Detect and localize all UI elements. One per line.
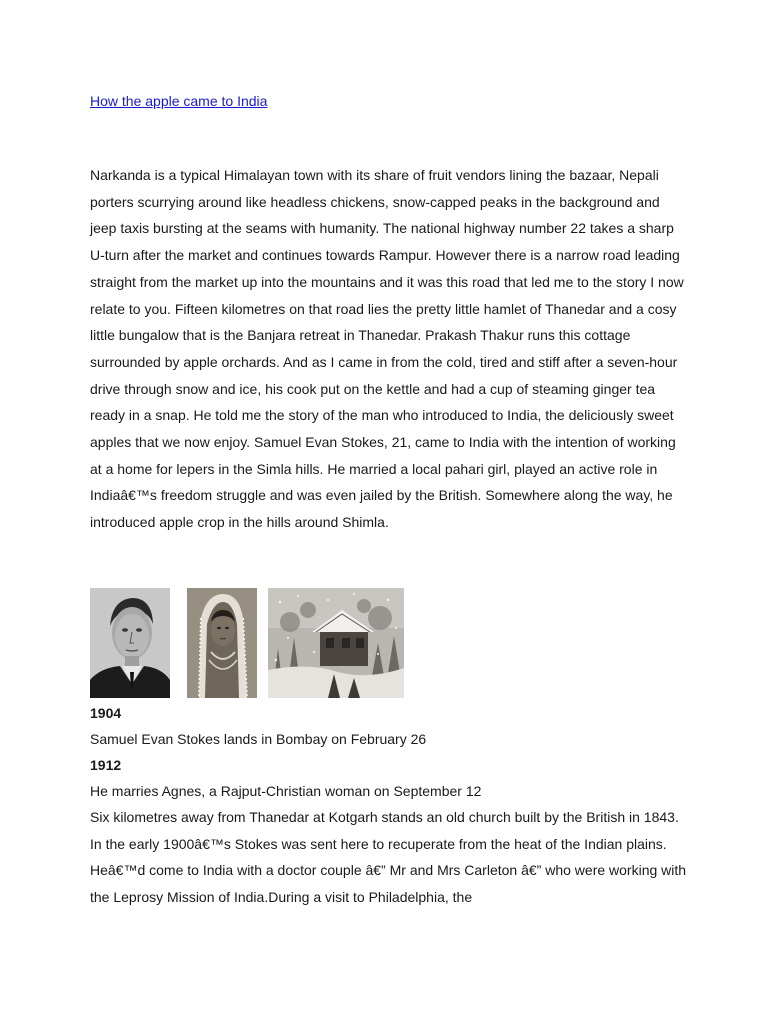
snowy-cottage bbox=[268, 588, 404, 698]
intro-paragraph: Narkanda is a typical Himalayan town with its share of fruit vendors lining the bazaar, Nepali porters scurrying around like headless chickens, snow-capped peaks in the background and jeep taxis bursting at the seams with humanity. The national highway number 22 takes a sharp U-turn after the market and continues towards Rampur. However there is a narrow road leading straight from the market up into the mountains and it was this road that led me to the story I now relate to you. Fifteen kilometres on that road lies the pretty little hamlet of Thanedar and a cosy little bungalow that is the Banjara retreat in Thanedar. Prakash Thakur runs this cottage surrounded by apple orchards. And as I came in from the cold, tired and stiff after a seven-hour drive through snow and ice, his cook put on the kettle and had a cup of steaming ginger tea ready in a snap. He told me the story of the man who introduced to India, the deliciously sweet apples that we now enjoy. Samuel Evan Stokes, 21, came to India with the intention of working at a home for lepers in the Simla hills. He married a local pahari girl, played an active role in Indiaâ€™s freedom struggle and was even jailed by the British. Somewhere along the way, he introduced apple crop in the hills around Shimla. bbox=[90, 167, 684, 531]
closing-paragraph: Six kilometres away from Thanedar at Kotgarh stands an old church built by the British in 1843. In the early 1900â€™s Stokes was sent here to recuperate from the heat of the Indian plains. Heâ€™d come to India with a doctor couple â€” Mr and Mrs Carleton â€” who were working with the Leprosy Mission of India.During a visit to Philadelphia, the bbox=[90, 809, 687, 905]
timeline-year: 1904 bbox=[90, 705, 122, 721]
title-link[interactable]: How the apple came to India bbox=[90, 93, 268, 109]
timeline-year: 1912 bbox=[90, 757, 122, 773]
timeline-event: Samuel Evan Stokes lands in Bombay on February 26 bbox=[90, 731, 427, 747]
portrait-samuel-stokes bbox=[90, 588, 170, 698]
portrait-agnes bbox=[187, 588, 257, 698]
timeline-event: He marries Agnes, a Rajput-Christian woman on September 12 bbox=[90, 783, 482, 799]
timeline bbox=[90, 700, 690, 910]
